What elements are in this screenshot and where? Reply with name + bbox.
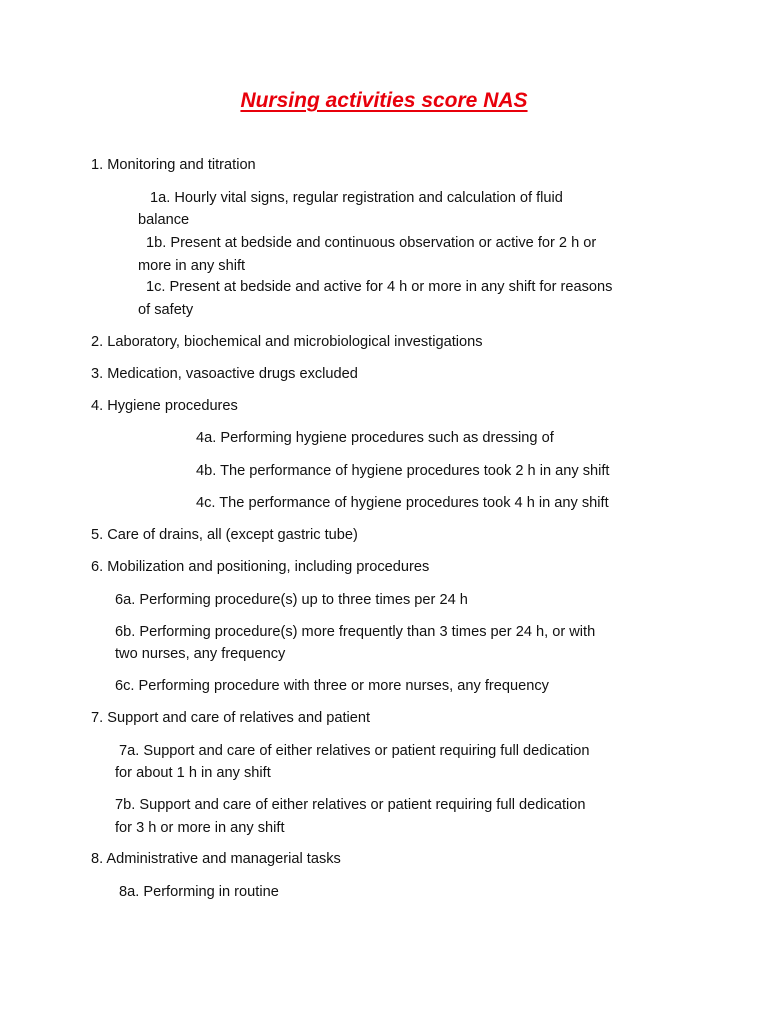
item-4c: 4c. The performance of hygiene procedures took 4 h in any shift <box>196 495 609 511</box>
item-1c-cont: of safety <box>138 302 194 318</box>
item-7a: 7a. Support and care of either relatives or patient requiring full dedication <box>119 743 590 759</box>
item-8a: 8a. Performing in routine <box>119 884 279 900</box>
document-title: Nursing activities score NAS <box>240 89 528 112</box>
item-2: 2. Laboratory, biochemical and microbiological investigations <box>91 334 483 350</box>
item-1a: 1a. Hourly vital signs, regular registration and calculation of fluid <box>150 190 563 206</box>
item-6a: 6a. Performing procedure(s) up to three times per 24 h <box>115 592 468 608</box>
item-6b-cont: two nurses, any frequency <box>115 646 286 662</box>
item-5: 5. Care of drains, all (except gastric tube) <box>91 527 358 543</box>
item-4b: 4b. The performance of hygiene procedures took 2 h in any shift <box>196 463 610 479</box>
item-1: 1. Monitoring and titration <box>91 157 256 173</box>
item-6c: 6c. Performing procedure with three or more nurses, any frequency <box>115 678 549 694</box>
item-7b-cont: for 3 h or more in any shift <box>115 820 285 836</box>
item-4a: 4a. Performing hygiene procedures such as dressing of <box>196 430 554 446</box>
item-3: 3. Medication, vasoactive drugs excluded <box>91 366 358 382</box>
item-7a-cont: for about 1 h in any shift <box>115 765 271 781</box>
item-1c: 1c. Present at bedside and active for 4 h or more in any shift for reasons <box>146 279 613 295</box>
item-7b: 7b. Support and care of either relatives or patient requiring full dedication <box>115 797 586 813</box>
item-1a-cont: balance <box>138 212 190 228</box>
item-1b: 1b. Present at bedside and continuous observation or active for 2 h or <box>146 235 597 251</box>
item-6: 6. Mobilization and positioning, including procedures <box>91 559 430 575</box>
item-4: 4. Hygiene procedures <box>91 398 238 414</box>
item-8: 8. Administrative and managerial tasks <box>91 851 341 867</box>
item-1b-cont: more in any shift <box>138 258 246 274</box>
item-6b: 6b. Performing procedure(s) more frequently than 3 times per 24 h, or with <box>115 624 596 640</box>
item-7: 7. Support and care of relatives and patient <box>91 710 371 726</box>
